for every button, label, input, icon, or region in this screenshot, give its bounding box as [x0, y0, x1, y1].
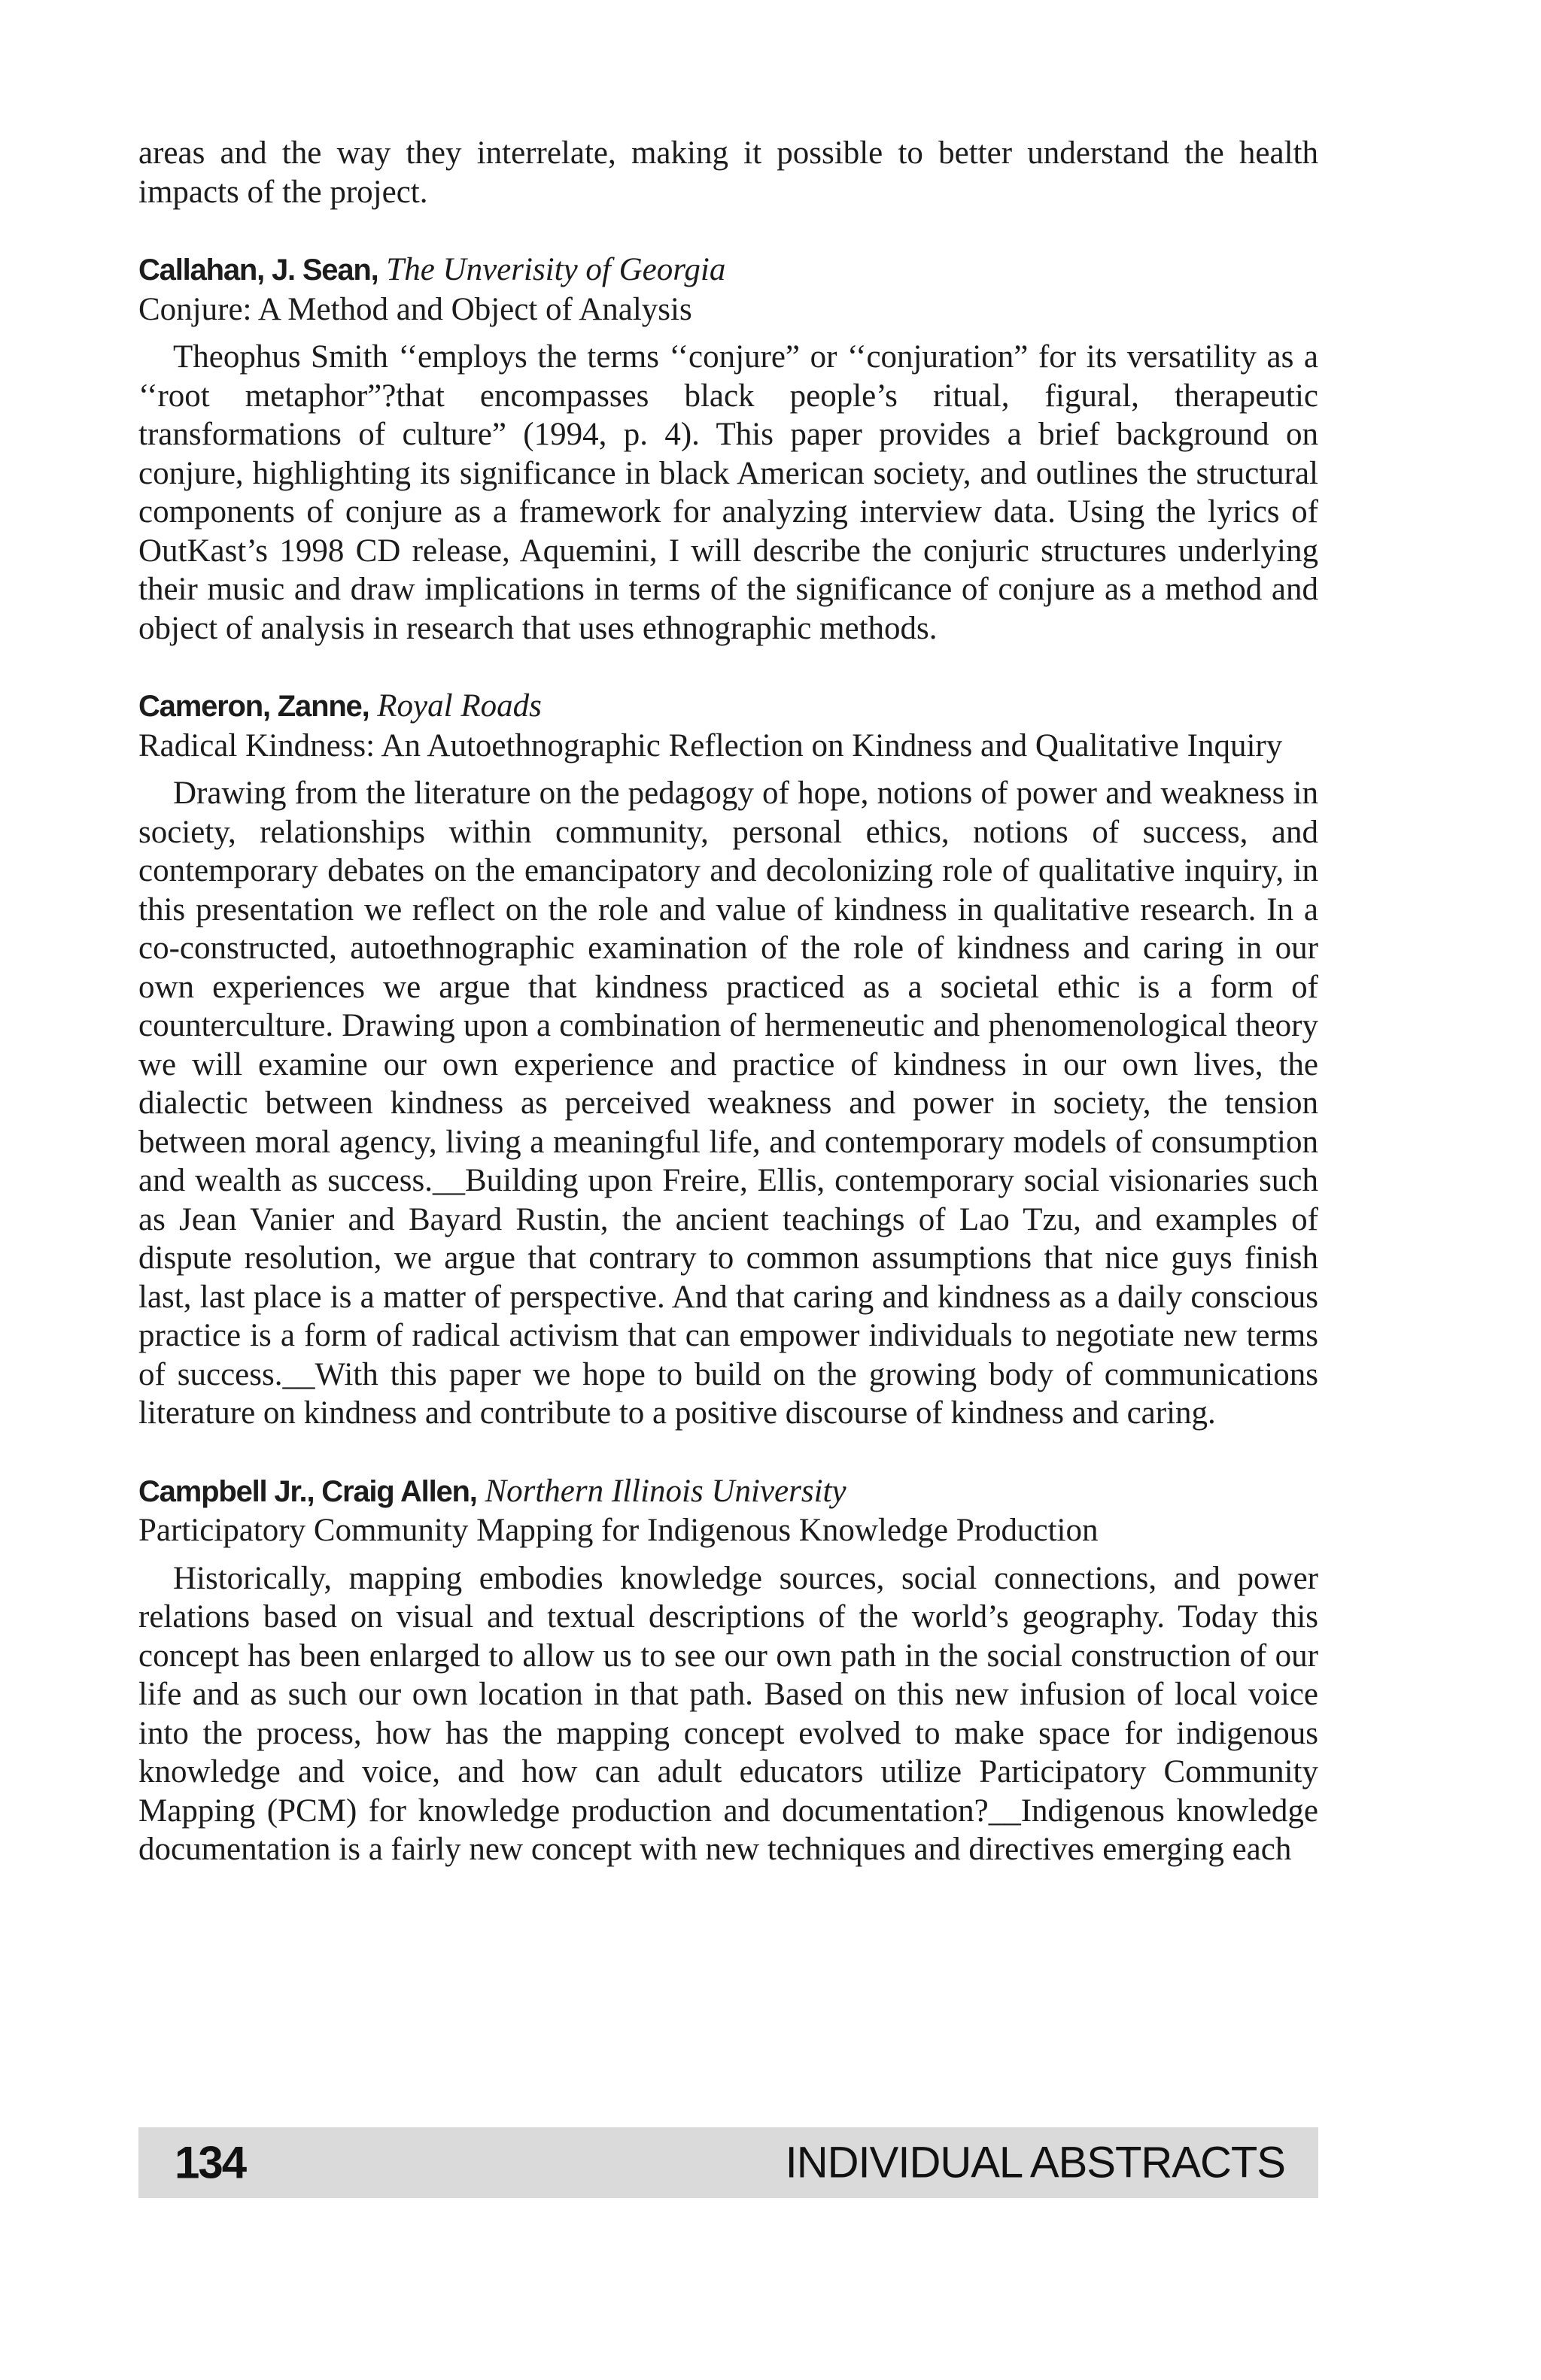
author-name: Cameron, Zanne, — [138, 690, 369, 723]
author-affiliation: Royal Roads — [377, 688, 542, 724]
abstract-entry-cameron — [138, 687, 1318, 1433]
abstract-title: Conjure: A Method and Object of Analysis — [138, 291, 692, 327]
author-name: Campbell Jr., Craig Allen, — [138, 1474, 477, 1508]
abstract-entry-callahan — [138, 250, 1318, 648]
author-affiliation: The Unverisity of Georgia — [386, 252, 726, 287]
page-footer — [138, 2127, 1318, 2198]
page-text-column — [138, 134, 1318, 1869]
abstract-entry-campbell — [138, 1472, 1318, 1869]
continuation-paragraph: areas and the way they interrelate, making it possible to better understand the health impacts of the project. — [138, 135, 1318, 210]
entry-heading — [138, 250, 1318, 290]
author-name: Callahan, J. Sean, — [138, 253, 378, 287]
author-affiliation: Northern Illinois University — [485, 1473, 846, 1509]
abstract-body: Theophus Smith ‘‘employs the terms ‘‘conjure” or ‘‘conjuration” for its versatility as a ‘‘root metaphor”?that encompasses black people’s ritual, figural, therapeutic transformations of culture” (1994, p. 4). This paper provides a brief background on conjure, highlighting its significance in black American society, and outlines the structural components of conjure as a framework for analyzing interview data. Using the lyrics of OutKast’s 1998 CD release, Aquemini, I will describe the conjuric structures underlying their music and draw implications in terms of the significance of conjure as a method and object of analysis in research that uses ethnographic methods. — [138, 339, 1318, 646]
section-label: INDIVIDUAL ABSTRACTS — [785, 2138, 1285, 2187]
abstract-body: Historically, mapping embodies knowledge sources, social connections, and power relations based on visual and textual descriptions of the world’s geography. Today this concept has been enlarged to allow us to see our own path in the social construction of our life and as such our own location in that path. Based on this new infusion of local voice into the process, how has the mapping concept evolved to make space for indigenous knowledge and voice, and how can adult educators utilize Participatory Community Mapping (PCM) for knowledge production and documentation?__Indigenous knowledge documentation is a fairly new concept with new techniques and directives emerging each — [138, 1560, 1318, 1867]
abstract-body: Drawing from the literature on the pedagogy of hope, notions of power and weakness in society, relationships within community, personal ethics, notions of success, and contemporary debates on the emancipatory and decolonizing role of qualitative inquiry, in this presentation we reflect on the role and value of kindness in qualitative research. In a co-constructed, autoethnographic examination of the role of kindness and caring in our own experiences we argue that kindness practiced as a societal ethic is a form of counterculture. Drawing upon a combination of hermeneutic and phenomenological theory we will examine our own experience and practice of kindness in our own lives, the dialectic between kindness as perceived weakness and power in society, the tension between moral agency, living a meaningful life, and contemporary models of consumption and wealth as success.__Building upon Freire, Ellis, contemporary social visionaries such as Jean Vanier and Bayard Rustin, the ancient teachings of Lao Tzu, and examples of dispute resolution, we argue that contrary to common assumptions that nice guys finish last, last place is a matter of perspective. And that caring and kindness as a daily conscious practice is a form of radical activism that can empower individuals to negotiate new terms of success.__With this paper we hope to build on the growing body of communications literature on kindness and contribute to a positive discourse of kindness and caring. — [138, 776, 1318, 1431]
page-number: 134 — [175, 2137, 246, 2188]
entry-heading — [138, 687, 1318, 727]
abstract-title: Participatory Community Mapping for Indigenous Knowledge Production — [138, 1513, 1099, 1548]
abstract-title: Radical Kindness: An Autoethnographic Reflection on Kindness and Qualitative Inquiry — [138, 727, 1283, 763]
entry-heading — [138, 1472, 1318, 1512]
